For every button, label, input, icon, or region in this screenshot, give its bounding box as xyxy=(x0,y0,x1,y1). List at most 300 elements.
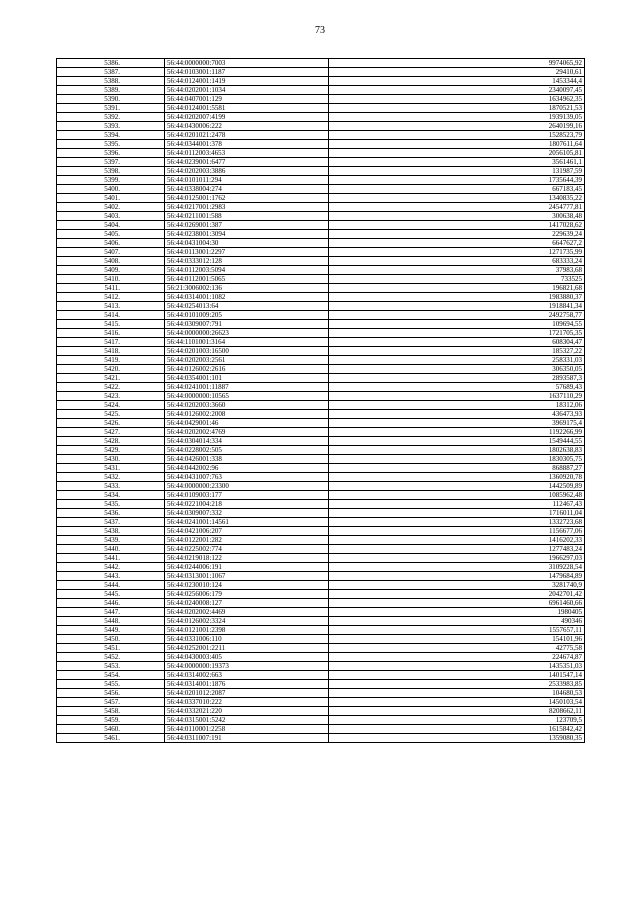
cadastral-value-cell: 9974065,92 xyxy=(329,59,585,68)
cadastral-number-cell: 56:44:0109003:177 xyxy=(165,491,329,500)
table-row xyxy=(57,644,585,653)
row-number-cell: 5459. xyxy=(57,716,165,725)
cadastral-value-cell: 1271735,99 xyxy=(329,248,585,257)
table-row xyxy=(57,194,585,203)
cadastral-number-cell: 56:44:0202002:4469 xyxy=(165,608,329,617)
row-number-cell: 5430. xyxy=(57,455,165,464)
row-number-cell: 5389. xyxy=(57,86,165,95)
row-number-cell: 5393. xyxy=(57,122,165,131)
cadastral-value-cell: 2492758,77 xyxy=(329,311,585,320)
table-row xyxy=(57,365,585,374)
table-row xyxy=(57,284,585,293)
cadastral-number-cell: 56:44:0430003:405 xyxy=(165,653,329,662)
table-row xyxy=(57,95,585,104)
cadastral-number-cell: 56:44:0429001:46 xyxy=(165,419,329,428)
row-number-cell: 5420. xyxy=(57,365,165,374)
cadastral-value-cell: 490346 xyxy=(329,617,585,626)
cadastral-number-cell: 56:44:0122001:282 xyxy=(165,536,329,545)
table-row xyxy=(57,383,585,392)
table-row xyxy=(57,221,585,230)
row-number-cell: 5413. xyxy=(57,302,165,311)
cadastral-value-table xyxy=(56,58,585,743)
table-row xyxy=(57,680,585,689)
cadastral-number-cell: 56:44:0338004:274 xyxy=(165,185,329,194)
cadastral-number-cell: 56:44:0309007:332 xyxy=(165,509,329,518)
table-row xyxy=(57,167,585,176)
table-row xyxy=(57,230,585,239)
cadastral-value-cell: 1360920,78 xyxy=(329,473,585,482)
table-row xyxy=(57,545,585,554)
cadastral-number-cell: 56:44:0125001:1762 xyxy=(165,194,329,203)
row-number-cell: 5392. xyxy=(57,113,165,122)
row-number-cell: 5454. xyxy=(57,671,165,680)
cadastral-value-cell: 1479684,89 xyxy=(329,572,585,581)
cadastral-number-cell: 56:44:0202003:3886 xyxy=(165,167,329,176)
row-number-cell: 5433. xyxy=(57,482,165,491)
cadastral-number-cell: 56:44:0225002:774 xyxy=(165,545,329,554)
cadastral-number-cell: 56:44:0202003:2561 xyxy=(165,356,329,365)
cadastral-value-cell: 1830305,75 xyxy=(329,455,585,464)
cadastral-value-cell: 112467,43 xyxy=(329,500,585,509)
cadastral-number-cell: 56:44:0202007:4199 xyxy=(165,113,329,122)
cadastral-value-cell: 1637110,29 xyxy=(329,392,585,401)
cadastral-number-cell: 56:44:0112003:5094 xyxy=(165,266,329,275)
cadastral-value-cell: 1634962,35 xyxy=(329,95,585,104)
table-row xyxy=(57,320,585,329)
table-row xyxy=(57,293,585,302)
cadastral-number-cell: 56:44:0121001:2398 xyxy=(165,626,329,635)
row-number-cell: 5405. xyxy=(57,230,165,239)
cadastral-number-cell: 56:44:0000000:7003 xyxy=(165,59,329,68)
cadastral-number-cell: 56:44:0101009:205 xyxy=(165,311,329,320)
row-number-cell: 5441. xyxy=(57,554,165,563)
table-row xyxy=(57,401,585,410)
cadastral-value-cell: 18312,06 xyxy=(329,401,585,410)
row-number-cell: 5453. xyxy=(57,662,165,671)
cadastral-number-cell: 56:44:0269001:387 xyxy=(165,221,329,230)
row-number-cell: 5415. xyxy=(57,320,165,329)
cadastral-value-cell: 2056105,81 xyxy=(329,149,585,158)
cadastral-number-cell: 56:44:0202001:1034 xyxy=(165,86,329,95)
table-row xyxy=(57,347,585,356)
cadastral-number-cell: 56:44:0313001:1067 xyxy=(165,572,329,581)
table-row xyxy=(57,689,585,698)
row-number-cell: 5442. xyxy=(57,563,165,572)
row-number-cell: 5408. xyxy=(57,257,165,266)
table-row xyxy=(57,491,585,500)
row-number-cell: 5461. xyxy=(57,734,165,743)
table-row xyxy=(57,500,585,509)
row-number-cell: 5428. xyxy=(57,437,165,446)
cadastral-number-cell: 56:44:0426001:338 xyxy=(165,455,329,464)
row-number-cell: 5446. xyxy=(57,599,165,608)
row-number-cell: 5456. xyxy=(57,689,165,698)
row-number-cell: 5390. xyxy=(57,95,165,104)
table-row xyxy=(57,392,585,401)
cadastral-value-cell: 1528523,79 xyxy=(329,131,585,140)
row-number-cell: 5411. xyxy=(57,284,165,293)
cadastral-value-cell: 1721705,35 xyxy=(329,329,585,338)
table-row xyxy=(57,554,585,563)
cadastral-value-cell: 1156677,06 xyxy=(329,527,585,536)
table-row xyxy=(57,653,585,662)
cadastral-number-cell: 56:44:0344001:378 xyxy=(165,140,329,149)
row-number-cell: 5425. xyxy=(57,410,165,419)
cadastral-value-cell: 1277483,24 xyxy=(329,545,585,554)
table-row xyxy=(57,599,585,608)
cadastral-value-cell: 300638,48 xyxy=(329,212,585,221)
table-row xyxy=(57,734,585,743)
table-row xyxy=(57,698,585,707)
row-number-cell: 5455. xyxy=(57,680,165,689)
table-row xyxy=(57,590,585,599)
table-row xyxy=(57,635,585,644)
cadastral-value-cell: 436473,93 xyxy=(329,410,585,419)
row-number-cell: 5417. xyxy=(57,338,165,347)
cadastral-value-cell: 2042701,42 xyxy=(329,590,585,599)
row-number-cell: 5447. xyxy=(57,608,165,617)
cadastral-value-cell: 2893587,3 xyxy=(329,374,585,383)
cadastral-number-cell: 56:44:0124001:1419 xyxy=(165,77,329,86)
row-number-cell: 5414. xyxy=(57,311,165,320)
row-number-cell: 5457. xyxy=(57,698,165,707)
row-number-cell: 5424. xyxy=(57,401,165,410)
cadastral-number-cell: 56:44:0202003:3660 xyxy=(165,401,329,410)
cadastral-value-cell: 3561461,1 xyxy=(329,158,585,167)
cadastral-number-cell: 56:21:3006002:136 xyxy=(165,284,329,293)
cadastral-number-cell: 56:44:0254013:64 xyxy=(165,302,329,311)
cadastral-value-cell: 1735644,39 xyxy=(329,176,585,185)
cadastral-value-cell: 104680,53 xyxy=(329,689,585,698)
cadastral-value-cell: 2640199,16 xyxy=(329,122,585,131)
cadastral-number-cell: 56:44:0228002:505 xyxy=(165,446,329,455)
cadastral-number-cell: 56:44:0311007:191 xyxy=(165,734,329,743)
cadastral-value-cell: 1966297,03 xyxy=(329,554,585,563)
cadastral-number-cell: 56:44:0431007:763 xyxy=(165,473,329,482)
row-number-cell: 5423. xyxy=(57,392,165,401)
cadastral-number-cell: 56:44:0407001:129 xyxy=(165,95,329,104)
cadastral-number-cell: 56:44:0219018:122 xyxy=(165,554,329,563)
cadastral-value-cell: 1918841,34 xyxy=(329,302,585,311)
table-row xyxy=(57,419,585,428)
cadastral-value-cell: 306350,05 xyxy=(329,365,585,374)
cadastral-number-cell: 56:44:0331006:110 xyxy=(165,635,329,644)
row-number-cell: 5386. xyxy=(57,59,165,68)
cadastral-value-cell: 667183,45 xyxy=(329,185,585,194)
cadastral-value-cell: 1401547,14 xyxy=(329,671,585,680)
row-number-cell: 5445. xyxy=(57,590,165,599)
row-number-cell: 5397. xyxy=(57,158,165,167)
row-number-cell: 5409. xyxy=(57,266,165,275)
row-number-cell: 5452. xyxy=(57,653,165,662)
table-row xyxy=(57,131,585,140)
row-number-cell: 5444. xyxy=(57,581,165,590)
cadastral-value-cell: 1340835,22 xyxy=(329,194,585,203)
table-row xyxy=(57,104,585,113)
row-number-cell: 5398. xyxy=(57,167,165,176)
table-row xyxy=(57,563,585,572)
table-row xyxy=(57,257,585,266)
table-row xyxy=(57,212,585,221)
cadastral-number-cell: 56:44:0211001:588 xyxy=(165,212,329,221)
row-number-cell: 5437. xyxy=(57,518,165,527)
cadastral-number-cell: 56:44:0241001:14561 xyxy=(165,518,329,527)
cadastral-number-cell: 56:44:0314001:1876 xyxy=(165,680,329,689)
row-number-cell: 5401. xyxy=(57,194,165,203)
table-row xyxy=(57,329,585,338)
table-row xyxy=(57,149,585,158)
cadastral-value-cell: 6647627,2 xyxy=(329,239,585,248)
row-number-cell: 5396. xyxy=(57,149,165,158)
cadastral-value-cell: 29410,61 xyxy=(329,68,585,77)
row-number-cell: 5448. xyxy=(57,617,165,626)
table-row xyxy=(57,338,585,347)
cadastral-value-cell: 258331,03 xyxy=(329,356,585,365)
row-number-cell: 5439. xyxy=(57,536,165,545)
table-row xyxy=(57,473,585,482)
table-row xyxy=(57,185,585,194)
table-row xyxy=(57,68,585,77)
cadastral-value-cell: 224674,87 xyxy=(329,653,585,662)
cadastral-number-cell: 56:44:0201021:2478 xyxy=(165,131,329,140)
cadastral-number-cell: 56:44:0430006:222 xyxy=(165,122,329,131)
cadastral-value-cell: 608304,47 xyxy=(329,338,585,347)
cadastral-value-cell: 6961460,66 xyxy=(329,599,585,608)
cadastral-value-cell: 1716011,04 xyxy=(329,509,585,518)
table-row xyxy=(57,410,585,419)
cadastral-value-cell: 131987,59 xyxy=(329,167,585,176)
cadastral-value-cell: 1435351,03 xyxy=(329,662,585,671)
cadastral-number-cell: 56:44:0202002:4769 xyxy=(165,428,329,437)
cadastral-value-cell: 1939139,05 xyxy=(329,113,585,122)
row-number-cell: 5419. xyxy=(57,356,165,365)
cadastral-number-cell: 56:44:0103001:1187 xyxy=(165,68,329,77)
cadastral-number-cell: 56:44:0110001:2258 xyxy=(165,725,329,734)
table-row xyxy=(57,140,585,149)
cadastral-value-cell: 37983,68 xyxy=(329,266,585,275)
table-row xyxy=(57,275,585,284)
cadastral-number-cell: 56:44:0000000:19373 xyxy=(165,662,329,671)
cadastral-value-cell: 1085962,48 xyxy=(329,491,585,500)
table-row xyxy=(57,716,585,725)
cadastral-number-cell: 56:44:1101001:3164 xyxy=(165,338,329,347)
table-row xyxy=(57,671,585,680)
row-number-cell: 5395. xyxy=(57,140,165,149)
row-number-cell: 5416. xyxy=(57,329,165,338)
table-row xyxy=(57,311,585,320)
cadastral-value-cell: 1980405 xyxy=(329,608,585,617)
row-number-cell: 5443. xyxy=(57,572,165,581)
cadastral-value-cell: 1453344,4 xyxy=(329,77,585,86)
row-number-cell: 5394. xyxy=(57,131,165,140)
row-number-cell: 5402. xyxy=(57,203,165,212)
cadastral-number-cell: 56:44:0442002:96 xyxy=(165,464,329,473)
row-number-cell: 5406. xyxy=(57,239,165,248)
cadastral-value-cell: 154101,96 xyxy=(329,635,585,644)
cadastral-value-cell: 1870521,53 xyxy=(329,104,585,113)
table-row xyxy=(57,356,585,365)
table-row xyxy=(57,239,585,248)
table-row xyxy=(57,455,585,464)
row-number-cell: 5429. xyxy=(57,446,165,455)
row-number-cell: 5431. xyxy=(57,464,165,473)
cadastral-value-cell: 229639,24 xyxy=(329,230,585,239)
row-number-cell: 5418. xyxy=(57,347,165,356)
cadastral-number-cell: 56:44:0126002:2616 xyxy=(165,365,329,374)
cadastral-value-cell: 1332723,68 xyxy=(329,518,585,527)
cadastral-number-cell: 56:44:0421006:207 xyxy=(165,527,329,536)
cadastral-number-cell: 56:44:0201003:16500 xyxy=(165,347,329,356)
cadastral-value-cell: 683333,24 xyxy=(329,257,585,266)
table-row xyxy=(57,176,585,185)
cadastral-number-cell: 56:44:0333012:128 xyxy=(165,257,329,266)
cadastral-number-cell: 56:44:0000000:26623 xyxy=(165,329,329,338)
table-row xyxy=(57,122,585,131)
table-row xyxy=(57,437,585,446)
cadastral-number-cell: 56:44:0112003:4653 xyxy=(165,149,329,158)
cadastral-number-cell: 56:44:0113001:2297 xyxy=(165,248,329,257)
row-number-cell: 5458. xyxy=(57,707,165,716)
row-number-cell: 5432. xyxy=(57,473,165,482)
row-number-cell: 5449. xyxy=(57,626,165,635)
cadastral-number-cell: 56:44:0256006:179 xyxy=(165,590,329,599)
cadastral-value-cell: 1807611,64 xyxy=(329,140,585,149)
cadastral-number-cell: 56:44:0314001:1082 xyxy=(165,293,329,302)
cadastral-value-cell: 868887,27 xyxy=(329,464,585,473)
cadastral-value-cell: 57689,43 xyxy=(329,383,585,392)
cadastral-value-cell: 1450103,54 xyxy=(329,698,585,707)
cadastral-number-cell: 56:44:0244006:191 xyxy=(165,563,329,572)
row-number-cell: 5434. xyxy=(57,491,165,500)
table-row xyxy=(57,77,585,86)
row-number-cell: 5391. xyxy=(57,104,165,113)
cadastral-number-cell: 56:44:0252001:2211 xyxy=(165,644,329,653)
cadastral-value-cell: 1557657,11 xyxy=(329,626,585,635)
table-body xyxy=(57,59,585,743)
cadastral-value-cell: 185327,22 xyxy=(329,347,585,356)
row-number-cell: 5400. xyxy=(57,185,165,194)
cadastral-value-cell: 3281740,9 xyxy=(329,581,585,590)
cadastral-number-cell: 56:44:0126002:2008 xyxy=(165,410,329,419)
cadastral-value-cell: 1442509,89 xyxy=(329,482,585,491)
cadastral-value-cell: 733525 xyxy=(329,275,585,284)
table-row xyxy=(57,626,585,635)
cadastral-number-cell: 56:44:0315001:5242 xyxy=(165,716,329,725)
cadastral-number-cell: 56:44:0221004:218 xyxy=(165,500,329,509)
cadastral-value-cell: 8208662,11 xyxy=(329,707,585,716)
table-row xyxy=(57,113,585,122)
cadastral-value-cell: 2454777,81 xyxy=(329,203,585,212)
table-row xyxy=(57,266,585,275)
cadastral-number-cell: 56:44:0240008:127 xyxy=(165,599,329,608)
table-row xyxy=(57,509,585,518)
cadastral-number-cell: 56:44:0238001:3094 xyxy=(165,230,329,239)
table-row xyxy=(57,482,585,491)
row-number-cell: 5427. xyxy=(57,428,165,437)
table-row xyxy=(57,707,585,716)
cadastral-number-cell: 56:44:0431004:30 xyxy=(165,239,329,248)
cadastral-value-cell: 3969175,4 xyxy=(329,419,585,428)
table-row xyxy=(57,374,585,383)
row-number-cell: 5399. xyxy=(57,176,165,185)
row-number-cell: 5421. xyxy=(57,374,165,383)
row-number-cell: 5387. xyxy=(57,68,165,77)
row-number-cell: 5426. xyxy=(57,419,165,428)
cadastral-number-cell: 56:44:0337010:222 xyxy=(165,698,329,707)
row-number-cell: 5403. xyxy=(57,212,165,221)
table-row xyxy=(57,428,585,437)
cadastral-number-cell: 56:44:0241001:11887 xyxy=(165,383,329,392)
cadastral-value-cell: 1192266,99 xyxy=(329,428,585,437)
table-row xyxy=(57,59,585,68)
row-number-cell: 5404. xyxy=(57,221,165,230)
cadastral-value-cell: 123709,5 xyxy=(329,716,585,725)
cadastral-number-cell: 56:44:0354001:101 xyxy=(165,374,329,383)
cadastral-number-cell: 56:44:0126002:3324 xyxy=(165,617,329,626)
row-number-cell: 5407. xyxy=(57,248,165,257)
cadastral-number-cell: 56:44:0332021:220 xyxy=(165,707,329,716)
row-number-cell: 5450. xyxy=(57,635,165,644)
table-row xyxy=(57,725,585,734)
table-row xyxy=(57,248,585,257)
cadastral-number-cell: 56:44:0304014:334 xyxy=(165,437,329,446)
row-number-cell: 5451. xyxy=(57,644,165,653)
table-row xyxy=(57,302,585,311)
cadastral-value-cell: 1359080,35 xyxy=(329,734,585,743)
cadastral-value-cell: 1983880,37 xyxy=(329,293,585,302)
table-row xyxy=(57,518,585,527)
table-row xyxy=(57,572,585,581)
cadastral-number-cell: 56:44:0000000:10565 xyxy=(165,392,329,401)
cadastral-value-cell: 1417028,62 xyxy=(329,221,585,230)
cadastral-number-cell: 56:44:0230010:124 xyxy=(165,581,329,590)
table-row xyxy=(57,446,585,455)
row-number-cell: 5410. xyxy=(57,275,165,284)
table-row xyxy=(57,608,585,617)
cadastral-value-cell: 196821,68 xyxy=(329,284,585,293)
cadastral-value-cell: 1416202,33 xyxy=(329,536,585,545)
cadastral-number-cell: 56:44:0309007:791 xyxy=(165,320,329,329)
cadastral-number-cell: 56:44:0201012:2087 xyxy=(165,689,329,698)
cadastral-value-cell: 1549444,55 xyxy=(329,437,585,446)
table-row xyxy=(57,86,585,95)
row-number-cell: 5460. xyxy=(57,725,165,734)
table-row xyxy=(57,617,585,626)
cadastral-number-cell: 56:44:0124001:5581 xyxy=(165,104,329,113)
row-number-cell: 5440. xyxy=(57,545,165,554)
cadastral-number-cell: 56:44:0314002:663 xyxy=(165,671,329,680)
cadastral-number-cell: 56:44:0239001:6477 xyxy=(165,158,329,167)
cadastral-value-cell: 1802638,83 xyxy=(329,446,585,455)
cadastral-number-cell: 56:44:0101011:294 xyxy=(165,176,329,185)
page-number: 73 xyxy=(315,25,325,36)
table-row xyxy=(57,203,585,212)
table-row xyxy=(57,464,585,473)
cadastral-value-cell: 42775,58 xyxy=(329,644,585,653)
cadastral-value-cell: 3109228,54 xyxy=(329,563,585,572)
table-row xyxy=(57,536,585,545)
row-number-cell: 5412. xyxy=(57,293,165,302)
cadastral-value-cell: 1615842,42 xyxy=(329,725,585,734)
table-row xyxy=(57,158,585,167)
row-number-cell: 5436. xyxy=(57,509,165,518)
cadastral-value-cell: 109694,55 xyxy=(329,320,585,329)
cadastral-value-cell: 2340097,45 xyxy=(329,86,585,95)
cadastral-number-cell: 56:44:0217001:2983 xyxy=(165,203,329,212)
table-row xyxy=(57,527,585,536)
table-row xyxy=(57,662,585,671)
table-row xyxy=(57,581,585,590)
